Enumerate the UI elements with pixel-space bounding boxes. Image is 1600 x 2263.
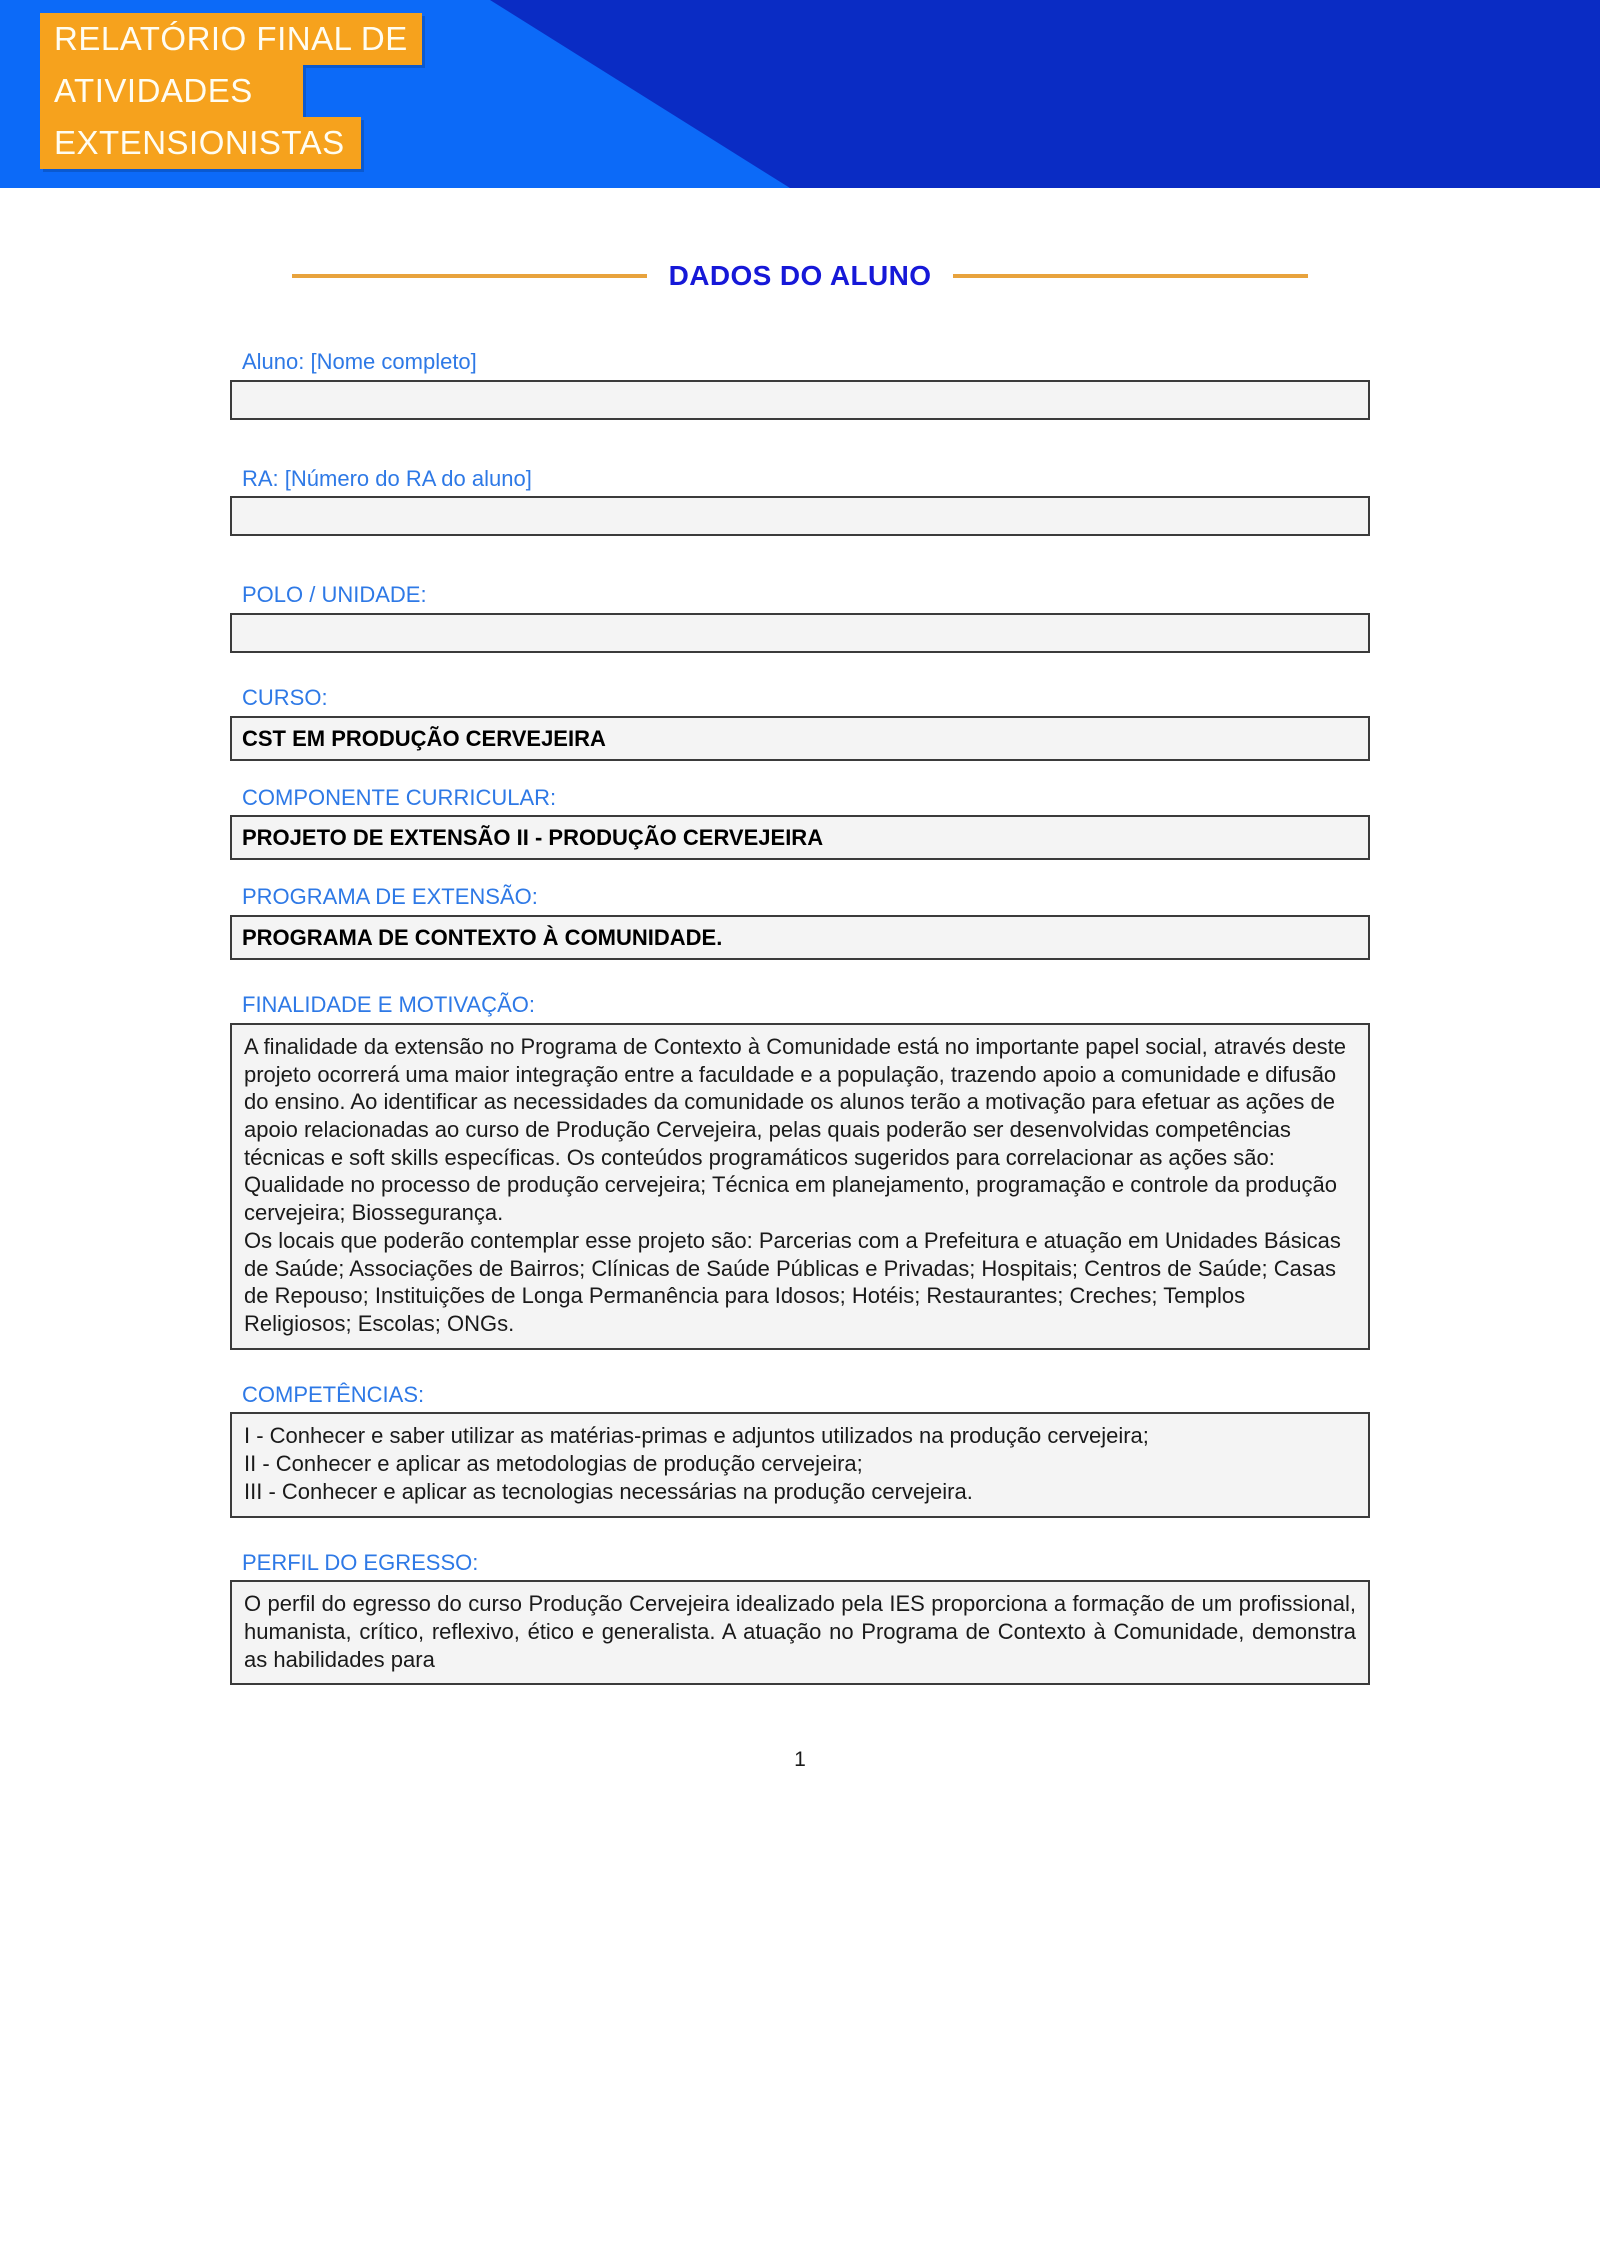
spacer xyxy=(230,1526,1370,1548)
textbox-perfil-egresso[interactable] xyxy=(230,1580,1370,1685)
field-ra xyxy=(230,464,1370,537)
competencia-item-2: II - Conhecer e aplicar as metodologias de produção cervejeira; xyxy=(244,1451,863,1477)
field-componente-curricular xyxy=(230,783,1370,861)
banner-title-line-1: RELATÓRIO FINAL DE xyxy=(40,13,422,65)
heading-rule-right xyxy=(953,274,1308,278)
field-perfil-egresso xyxy=(230,1548,1370,1686)
spacer xyxy=(230,769,1370,783)
field-label-perfil-egresso: PERFIL DO EGRESSO: xyxy=(242,1549,479,1575)
input-ra[interactable] xyxy=(230,496,1370,536)
input-curso[interactable]: CST EM PRODUÇÃO CERVEJEIRA xyxy=(230,716,1370,761)
field-label-finalidade-motivacao: FINALIDADE E MOTIVAÇÃO: xyxy=(242,992,535,1018)
input-componente-curricular[interactable]: PROJETO DE EXTENSÃO II - PRODUÇÃO CERVEJEIRA xyxy=(230,815,1370,860)
page-title: DADOS DO ALUNO xyxy=(668,260,932,291)
field-label-componente-curricular: COMPONENTE CURRICULAR: xyxy=(242,784,557,810)
competencia-item-3: III - Conhecer e aplicar as tecnologias necessárias na produção cervejeira. xyxy=(244,1478,973,1504)
document-page xyxy=(0,188,1600,1772)
field-label-programa-extensao: PROGRAMA DE EXTENSÃO: xyxy=(242,884,538,910)
banner-title-line-3: EXTENSIONISTAS xyxy=(40,117,361,169)
section-heading-dados-do-aluno xyxy=(230,260,1370,292)
field-curso xyxy=(230,683,1370,761)
page-number: 1 xyxy=(794,1748,806,1772)
page-banner xyxy=(0,0,1600,188)
input-polo-unidade[interactable] xyxy=(230,613,1370,653)
banner-title-line-2: ATIVIDADES xyxy=(40,65,303,117)
finalidade-paragraph-2: Os locais que poderão contemplar esse projeto são: Parcerias com a Prefeitura e atuação em Unidades Básicas de Saúde; Associações de Bairros; Clínicas de Saúde Públicas e Privadas; Hospitais; Centros de Saúde; Casas de Repouso; Instituições de Longa Permanência para Idosos; Hotéis; Restaurantes; Creches; Templos Religiosos; Escolas; ONGs. xyxy=(244,1227,1341,1336)
field-label-curso: CURSO: xyxy=(242,685,328,711)
field-label-competencias: COMPETÊNCIAS: xyxy=(242,1381,425,1407)
field-programa-extensao xyxy=(230,882,1370,960)
banner-title-block xyxy=(40,13,422,169)
textbox-competencias[interactable] xyxy=(230,1412,1370,1517)
field-label-polo-unidade: POLO / UNIDADE: xyxy=(242,582,427,608)
spacer xyxy=(230,1358,1370,1380)
field-label-ra: RA: [Número do RA do aluno] xyxy=(242,465,532,491)
input-programa-extensao[interactable]: PROGRAMA DE CONTEXTO À COMUNIDADE. xyxy=(230,915,1370,960)
textbox-finalidade-motivacao[interactable] xyxy=(230,1023,1370,1350)
finalidade-paragraph-1: A finalidade da extensão no Programa de Contexto à Comunidade está no importante papel social, através deste projeto ocorrerá uma maior integração entre a faculdade e a população, trazendo apoio a comunidade e difusão do ensino. Ao identificar as necessidades da comunidade os alunos terão a motivação para efetuar as ações de apoio relacionadas ao curso de Produção Cervejeira, pelas quais poderão ser desenvolvidas competências técnicas e soft skills específicas. Os conteúdos programáticos sugeridos para correlacionar as ações são: Qualidade no processo de produção cervejeira; Técnica em planejamento, programação e controle da produção cervejeira; Biossegurança. xyxy=(244,1033,1346,1226)
document-content xyxy=(230,188,1370,1772)
spacer xyxy=(230,544,1370,580)
spacer xyxy=(230,968,1370,990)
spacer xyxy=(230,868,1370,882)
field-aluno xyxy=(230,347,1370,420)
competencia-item-1: I - Conhecer e saber utilizar as matérias-primas e adjuntos utilizados na produção cervejeira; xyxy=(244,1423,1149,1449)
perfil-egresso-paragraph: O perfil do egresso do curso Produção Cervejeira idealizado pela IES proporciona a formação de um profissional, humanista, crítico, reflexivo, ético e generalista. A atuação no Programa de Contexto à Comunidade, demonstra as habilidades para xyxy=(244,1591,1356,1672)
input-aluno[interactable] xyxy=(230,380,1370,420)
spacer xyxy=(230,428,1370,464)
field-competencias xyxy=(230,1380,1370,1518)
heading-rule-left xyxy=(292,274,647,278)
field-finalidade-motivacao xyxy=(230,990,1370,1350)
field-polo-unidade xyxy=(230,580,1370,653)
field-label-aluno: Aluno: [Nome completo] xyxy=(242,349,477,374)
spacer xyxy=(230,661,1370,683)
